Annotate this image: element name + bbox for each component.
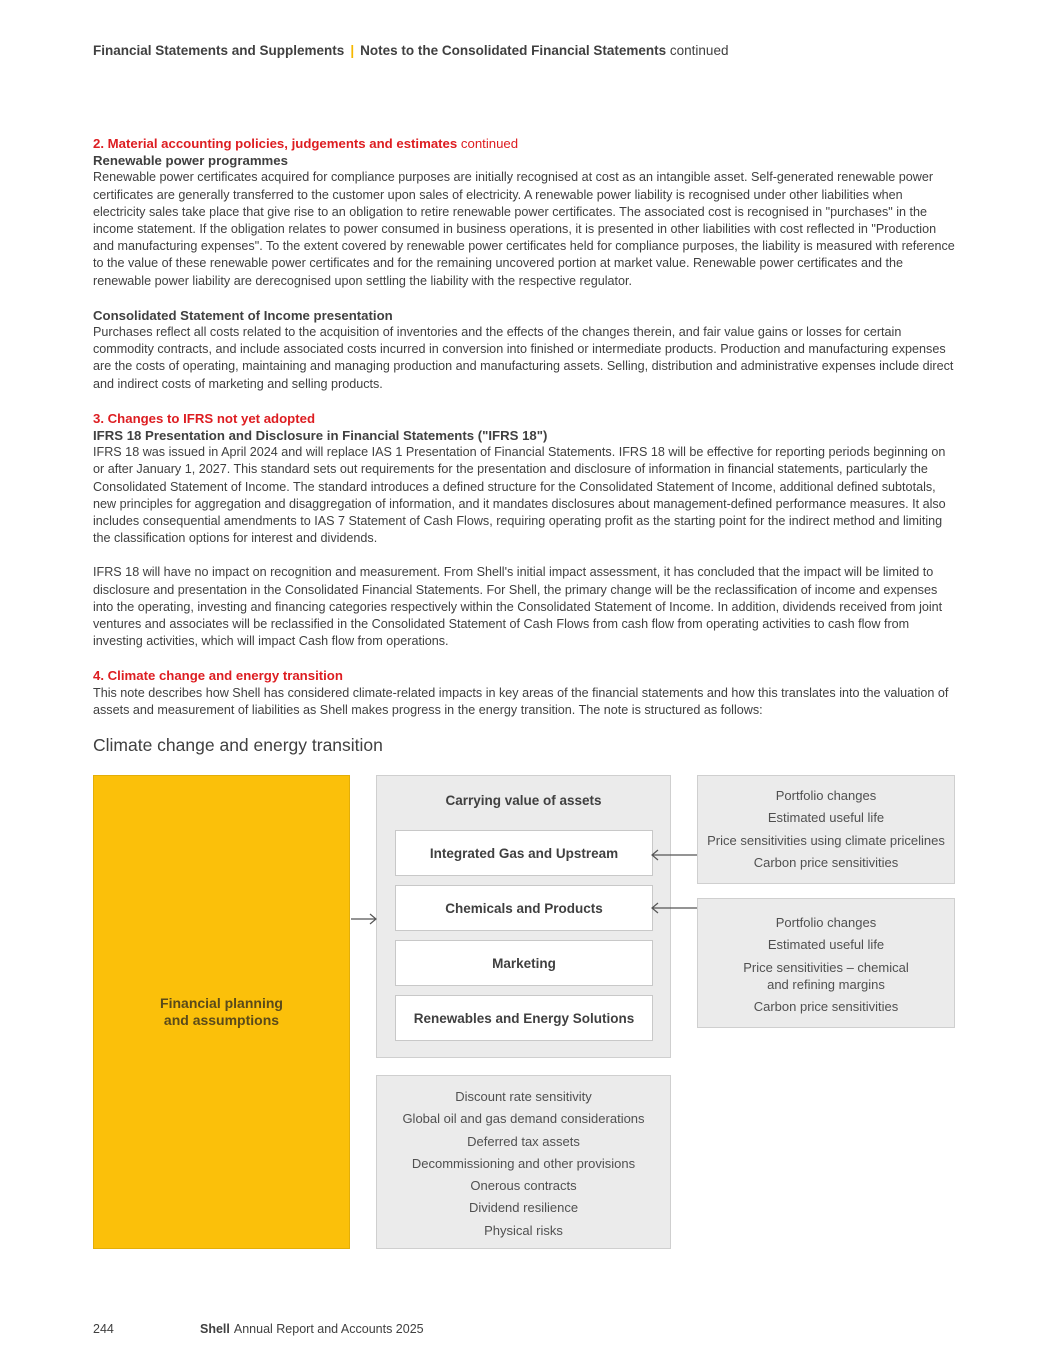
upstream-factor: Estimated useful life xyxy=(767,810,885,826)
consideration-item: Global oil and gas demand considerations xyxy=(402,1111,645,1127)
income-title: Consolidated Statement of Income presentation xyxy=(93,307,393,323)
consideration-item: Discount rate sensitivity xyxy=(455,1089,592,1104)
header-continued: continued xyxy=(669,43,729,58)
renewable-text: Renewable power certificates acquired for compliance purposes are initially recognised at cost as an intangible asset. Self-generated renewable power certificates are generally transferred to the customer upon sales of electricity. A renewable power liability is recognised under other liabilities when electricity sales take place that give rise to an obligation to retire renewable power certificates. The associated cost is recognised in "purchases" in the income statement. If the obligation relates to power consumed in business operations, it is presented in other liabilities with cost reflected in "Production and manufacturing expenses". To the extent covered by renewable power certificates held for compliance purposes, the liability is measured with reference to the value of these renewable power certificates and for the remaining uncovered portion at market value. Renewable power certificates and the renewable power liability are derecognised upon settling the liability with the respective regulator. xyxy=(93,170,955,288)
header-section: Financial Statements and Supplements xyxy=(93,43,345,58)
consideration-item: Dividend resilience xyxy=(468,1200,579,1216)
other-considerations-box xyxy=(376,1075,671,1249)
note4-text: This note describes how Shell has considered climate-related impacts in key areas of the financial statements and how this translates into the valuation of assets and measurement of liabilities as Shell makes progress in the energy transition. The note is structured as follows: xyxy=(93,685,949,717)
chemicals-factor: Portfolio changes xyxy=(775,915,877,930)
arrow-planning-to-assets xyxy=(351,914,376,924)
ifrs18-para2: IFRS 18 will have no impact on recognition and measurement. From Shell's initial impact assessment, it has concluded that the impact will be limited to disclosure and presentation in the Consolidated Financial Statements. For Shell, the primary change will be the reclassification of income and expenses into the operating, investing and financing categories respectively within the Consolidated Statement of Income. In addition, dividends received from joint ventures and associates will be reclassified in the Consolidated Statement of Cash Flows from cash flow from operating activities to cash flow from investing activities, which will impact Cash flow from operations. xyxy=(93,565,943,649)
upstream-factor: Price sensitivities using climate pricelines xyxy=(707,832,945,848)
notes-content xyxy=(93,135,955,719)
financial-planning-box xyxy=(93,775,350,1249)
chemicals-factor: Carbon price sensitivities xyxy=(753,998,899,1014)
chemicals-factor: Price sensitivities – chemical xyxy=(743,959,909,975)
note4-heading: 4. Climate change and energy transition xyxy=(93,668,343,684)
brand-name: Shell xyxy=(200,1322,230,1336)
consideration-item: Deferred tax assets xyxy=(467,1133,580,1149)
financial-planning-label: Financial planning and assumptions xyxy=(160,995,283,1028)
consideration-item: Physical risks xyxy=(484,1222,563,1238)
ifrs18-title: IFRS 18 Presentation and Disclosure in Financial Statements ("IFRS 18") xyxy=(93,428,548,444)
ifrs18-para1: IFRS 18 was issued in April 2024 and will replace IAS 1 Presentation of Financial Statements. IFRS 18 will be effective for reporting periods beginning on or after January 1, 2027. This standard sets out requirements for the presentation and disclosure of information in financial statements, particularly the Consolidated Statement of Income. The standard introduces a defined structure for the Consolidated Statement of Income, additional defined subtotals, new principles for aggregation and disaggregation of information, and it mandates disclosures about management-defined performance measures. It also includes consequential amendments to IAS 7 Statement of Cash Flows, requiring operating profit as the starting point for the indirect method and limiting the classification options for interest and dividends. xyxy=(93,445,946,546)
consideration-item: Decommissioning and other provisions xyxy=(411,1155,636,1171)
carrying-value-title: Carrying value of assets xyxy=(445,793,602,808)
upstream-factor: Carbon price sensitivities xyxy=(753,854,899,870)
diagram-title: Climate change and energy transition xyxy=(93,735,383,755)
footer-brand xyxy=(200,1322,424,1336)
note2-heading-text: 2. Material accounting policies, judgements and estimates xyxy=(93,136,458,151)
carrying-value-box xyxy=(376,775,671,1058)
chemicals-factor: Estimated useful life xyxy=(767,937,885,953)
segment-marketing: Marketing xyxy=(395,940,653,986)
page-header xyxy=(93,43,728,58)
renewable-title: Renewable power programmes xyxy=(93,153,288,169)
note2-continued: continued xyxy=(460,136,519,151)
header-subsection: Notes to the Consolidated Financial Statements xyxy=(360,43,667,58)
note2-heading xyxy=(93,135,955,152)
segment-renewables-energy-solutions: Renewables and Energy Solutions xyxy=(395,995,653,1041)
upstream-factor: Portfolio changes xyxy=(775,788,877,803)
note3-heading: 3. Changes to IFRS not yet adopted xyxy=(93,410,316,426)
page-footer xyxy=(93,1322,424,1336)
page-number: 244 xyxy=(93,1322,114,1336)
consideration-item: Onerous contracts xyxy=(470,1178,577,1194)
chemicals-factor: and refining margins xyxy=(767,977,885,993)
income-text: Purchases reflect all costs related to the acquisition of inventories and the effects of the changes therein, and fair value gains or losses for certain commodity contracts, and include associated costs incurred in conversion into finished or intermediate products. Production and manufacturing expenses are the costs of operating, maintaining and managing production and manufacturing assets. Selling, distribution and administrative expenses include direct and indirect costs of marketing and selling products. xyxy=(93,325,954,391)
header-separator: | xyxy=(350,43,355,58)
chemicals-factors-box xyxy=(697,898,955,1028)
report-title: Annual Report and Accounts 2025 xyxy=(233,1322,424,1336)
upstream-factors-box xyxy=(697,775,955,884)
segment-integrated-gas-upstream: Integrated Gas and Upstream xyxy=(395,830,653,876)
segment-chemicals-products: Chemicals and Products xyxy=(395,885,653,931)
